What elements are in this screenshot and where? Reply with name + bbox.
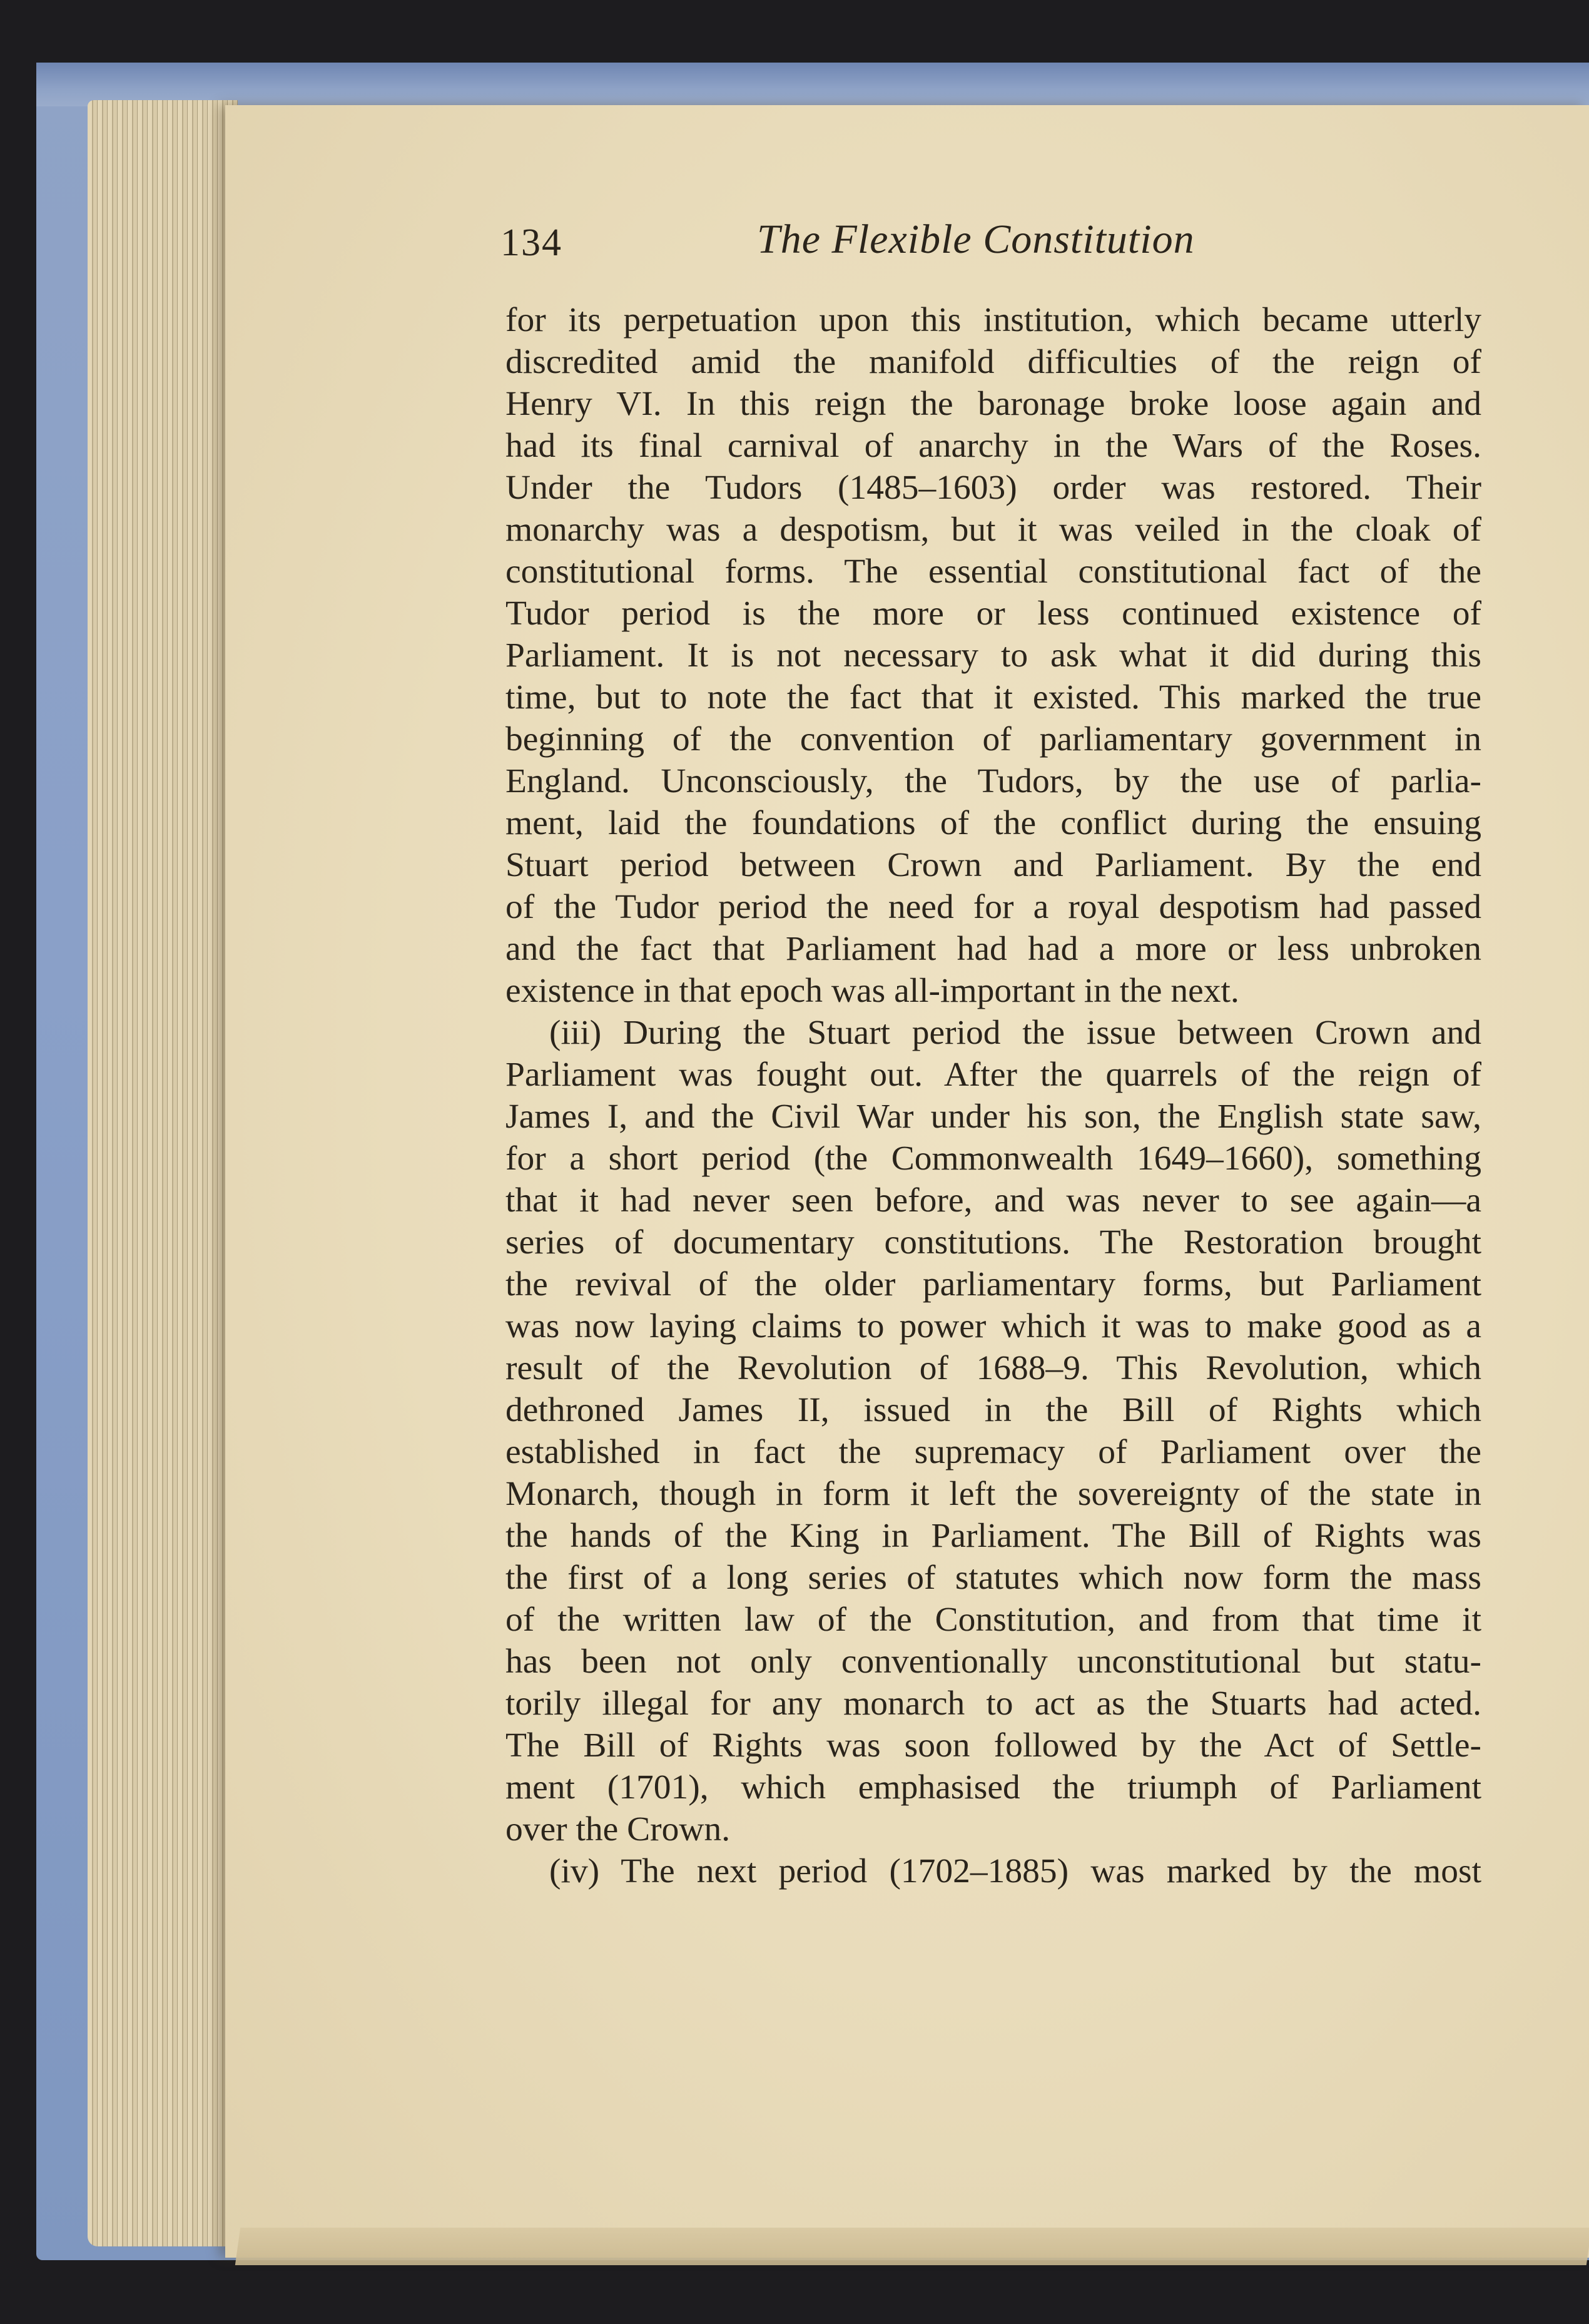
text-line: has been not only conventionally unconstitutional but statu- bbox=[505, 1643, 1481, 1681]
text-line: Henry VI. In this reign the baronage broke loose again and bbox=[505, 385, 1481, 423]
text-line: of the written law of the Constitution, and from that time it bbox=[505, 1601, 1481, 1639]
text-line: that it had never seen before, and was never to see again—a bbox=[505, 1181, 1481, 1220]
text-line: the hands of the King in Parliament. The Bill of Rights was bbox=[505, 1517, 1481, 1555]
text-line: existence in that epoch was all-important in the next. bbox=[505, 972, 1239, 1010]
text-line: monarchy was a despotism, but it was veiled in the cloak of bbox=[505, 511, 1481, 549]
text-line: discredited amid the manifold difficulties of the reign of bbox=[505, 343, 1481, 381]
text-line: the first of a long series of statutes which now form the mass bbox=[505, 1559, 1481, 1597]
text-line: torily illegal for any monarch to act as the Stuarts had acted. bbox=[505, 1684, 1481, 1723]
paragraph-3 bbox=[505, 1850, 1481, 1892]
text-line: James I, and the Civil War under his son, the English state saw, bbox=[505, 1098, 1481, 1136]
page-header bbox=[494, 216, 1395, 285]
text-line: for a short period (the Commonwealth 1649–1660), something bbox=[505, 1139, 1481, 1178]
text-line: dethroned James II, issued in the Bill of Rights which bbox=[505, 1391, 1481, 1429]
text-line: England. Unconsciously, the Tudors, by the use of parlia- bbox=[505, 762, 1481, 800]
paragraph-1 bbox=[505, 299, 1481, 1012]
text-line: Parliament. It is not necessary to ask what it did during this bbox=[505, 636, 1481, 675]
text-line: result of the Revolution of 1688–9. This Revolution, which bbox=[505, 1349, 1481, 1387]
running-title: The Flexible Constitution bbox=[757, 217, 1195, 262]
text-line: the revival of the older parliamentary forms, but Parliament bbox=[505, 1265, 1481, 1303]
text-line: and the fact that Parliament had had a more or less unbroken bbox=[505, 930, 1481, 968]
text-line: Stuart period between Crown and Parliament. By the end bbox=[505, 846, 1481, 884]
text-line: over the Crown. bbox=[505, 1810, 731, 1848]
text-line: was now laying claims to power which it was to make good as a bbox=[505, 1307, 1481, 1345]
book-cover-edge bbox=[36, 63, 1589, 106]
text-line: of the Tudor period the need for a royal despotism had passed bbox=[505, 888, 1481, 926]
text-line: time, but to note the fact that it existed. This marked the true bbox=[505, 678, 1481, 716]
text-line: Parliament was fought out. After the quarrels of the reign of bbox=[505, 1056, 1481, 1094]
page-number: 134 bbox=[500, 222, 562, 264]
text-line: Tudor period is the more or less continued existence of bbox=[505, 594, 1481, 633]
text-line: The Bill of Rights was soon followed by the Act of Settle- bbox=[505, 1726, 1481, 1765]
text-line: Under the Tudors (1485–1603) order was restored. Their bbox=[505, 469, 1481, 507]
body-text bbox=[505, 299, 1481, 1892]
paragraph-2 bbox=[505, 1012, 1481, 1850]
page-edges bbox=[88, 100, 238, 2246]
text-line: for its perpetuation upon this institution, which became utterly bbox=[505, 301, 1481, 339]
text-line: had its final carnival of anarchy in the Wars of the Roses. bbox=[505, 427, 1481, 465]
text-line: (iii) During the Stuart period the issue between Crown and bbox=[549, 1014, 1481, 1052]
text-line: (iv) The next period (1702–1885) was marked by the most bbox=[549, 1852, 1481, 1890]
page-bottom-edge bbox=[235, 2228, 1589, 2265]
text-line: beginning of the convention of parliamentary government in bbox=[505, 720, 1481, 758]
text-line: ment, laid the foundations of the conflict during the ensuing bbox=[505, 804, 1481, 842]
text-line: Monarch, though in form it left the sovereignty of the state in bbox=[505, 1475, 1481, 1513]
text-line: ment (1701), which emphasised the triumph of Parliament bbox=[505, 1768, 1481, 1807]
text-line: established in fact the supremacy of Parliament over the bbox=[505, 1433, 1481, 1471]
text-line: series of documentary constitutions. The Restoration brought bbox=[505, 1223, 1481, 1261]
text-line: constitutional forms. The essential constitutional fact of the bbox=[505, 553, 1481, 591]
